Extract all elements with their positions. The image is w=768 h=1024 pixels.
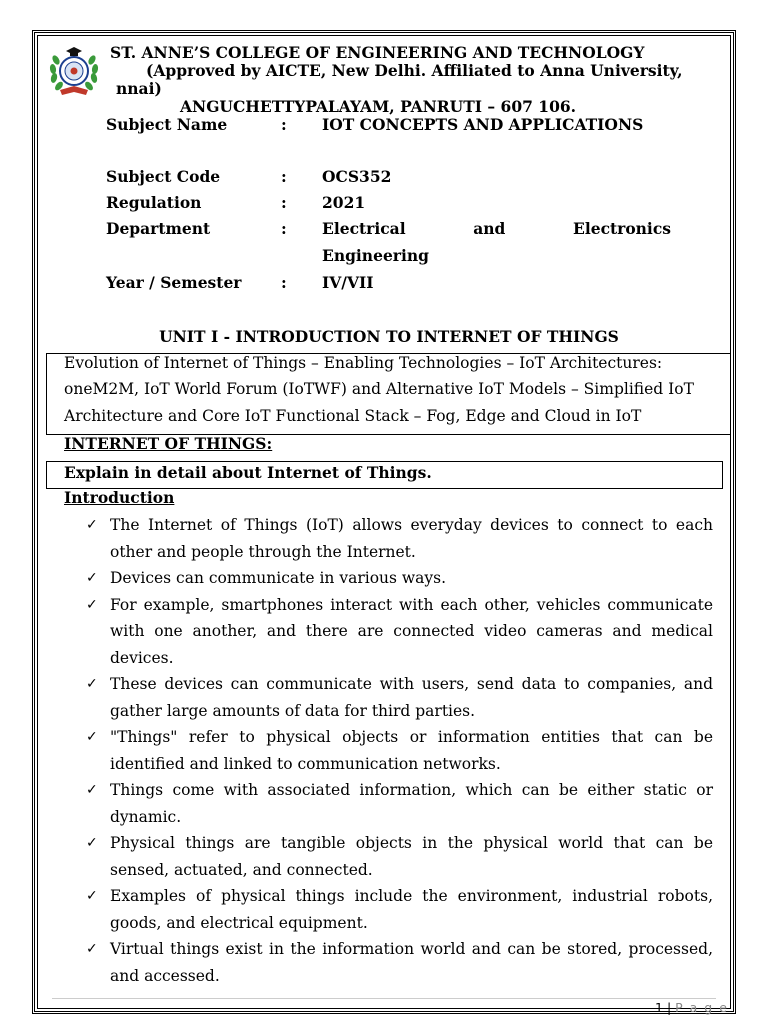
footer-separator: | bbox=[666, 1000, 672, 1015]
list-item bbox=[86, 936, 713, 989]
topics-line: Architecture and Core IoT Functional Stack – Fog, Edge and Cloud in IoT bbox=[64, 407, 642, 425]
bullet-text: Devices can communicate in various ways. bbox=[110, 569, 447, 587]
list-item bbox=[86, 724, 713, 777]
meta-value: 2021 bbox=[322, 193, 366, 212]
meta-value: OCS352 bbox=[322, 167, 392, 186]
intro-heading: Introduction bbox=[64, 488, 175, 507]
checkmark-icon: ✓ bbox=[86, 517, 98, 533]
meta-value-word: Electronics bbox=[573, 219, 671, 238]
bullet-text: Physical things are tangible objects in the physical world that can be sensed, actuated, and connected. bbox=[110, 834, 713, 879]
college-approval-continued: nnai) bbox=[116, 79, 162, 98]
checkmark-icon: ✓ bbox=[86, 596, 98, 613]
checkmark-icon: ✓ bbox=[86, 570, 98, 586]
meta-colon: : bbox=[281, 219, 287, 238]
meta-value: IV/VII bbox=[322, 273, 374, 292]
meta-label: Subject Name bbox=[106, 115, 228, 134]
bullet-text: Virtual things exist in the information world and can be stored, processed, and accessed. bbox=[110, 940, 713, 985]
checkmark-icon: ✓ bbox=[86, 888, 98, 904]
list-item bbox=[86, 512, 713, 565]
unit-title: UNIT I - INTRODUCTION TO INTERNET OF THINGS bbox=[159, 327, 619, 346]
list-item bbox=[86, 883, 713, 936]
checkmark-icon: ✓ bbox=[86, 835, 98, 851]
bullet-text: "Things" refer to physical objects or information entities that can be identified and linked to communication networks. bbox=[110, 728, 713, 773]
meta-colon: : bbox=[281, 167, 287, 186]
topics-line: oneM2M, IoT World Forum (IoTWF) and Alternative IoT Models – Simplified IoT bbox=[64, 380, 694, 398]
page-number: 1 bbox=[655, 1000, 663, 1015]
list-item bbox=[86, 671, 713, 724]
meta-label: Year / Semester bbox=[106, 273, 242, 292]
meta-value bbox=[322, 219, 671, 238]
meta-value: IOT CONCEPTS AND APPLICATIONS bbox=[322, 115, 644, 134]
list-item bbox=[86, 592, 713, 672]
list-item bbox=[86, 777, 713, 830]
college-emblem-icon bbox=[48, 42, 100, 98]
meta-label: Regulation bbox=[106, 193, 202, 212]
question-box bbox=[46, 461, 723, 489]
bullet-text: The Internet of Things (IoT) allows everyday devices to connect to each other and people through the Internet. bbox=[110, 516, 713, 561]
bullet-text: Things come with associated information, which can be either static or dynamic. bbox=[110, 781, 713, 826]
bullet-list bbox=[86, 512, 713, 989]
checkmark-icon: ✓ bbox=[86, 941, 98, 957]
question-text: Explain in detail about Internet of Things. bbox=[64, 463, 432, 482]
checkmark-icon: ✓ bbox=[86, 782, 98, 798]
meta-value-word: and bbox=[473, 219, 506, 238]
page-footer bbox=[655, 1000, 728, 1015]
meta-label: Department bbox=[106, 219, 211, 238]
footer-divider bbox=[52, 998, 716, 999]
meta-colon: : bbox=[281, 273, 287, 292]
meta-value-word: Electrical bbox=[322, 219, 406, 238]
section-heading: INTERNET OF THINGS: bbox=[64, 434, 273, 453]
meta-label: Subject Code bbox=[106, 167, 221, 186]
list-item bbox=[86, 830, 713, 883]
bullet-text: For example, smartphones interact with each other, vehicles communicate with one another, and there are connected video cameras and medical devices. bbox=[110, 595, 713, 667]
college-name: ST. ANNE’S COLLEGE OF ENGINEERING AND TECHNOLOGY bbox=[110, 43, 645, 62]
college-approval: (Approved by AICTE, New Delhi. Affiliated to Anna University, bbox=[146, 61, 683, 80]
topics-line: Evolution of Internet of Things – Enabling Technologies – IoT Architectures: bbox=[64, 354, 663, 372]
list-item bbox=[86, 565, 713, 592]
bullet-text: These devices can communicate with users, send data to companies, and gather large amounts of data for third parties. bbox=[110, 675, 713, 720]
topics-box bbox=[46, 353, 731, 435]
meta-colon: : bbox=[281, 115, 287, 134]
college-address: ANGUCHETTYPALAYAM, PANRUTI – 607 106. bbox=[180, 97, 577, 116]
page-label: P a g e bbox=[675, 1000, 729, 1015]
checkmark-icon: ✓ bbox=[86, 676, 98, 692]
meta-colon: : bbox=[281, 193, 287, 212]
meta-value: Engineering bbox=[322, 246, 429, 265]
bullet-text: Examples of physical things include the environment, industrial robots, goods, and electrical equipment. bbox=[110, 887, 713, 932]
checkmark-icon: ✓ bbox=[86, 729, 98, 745]
